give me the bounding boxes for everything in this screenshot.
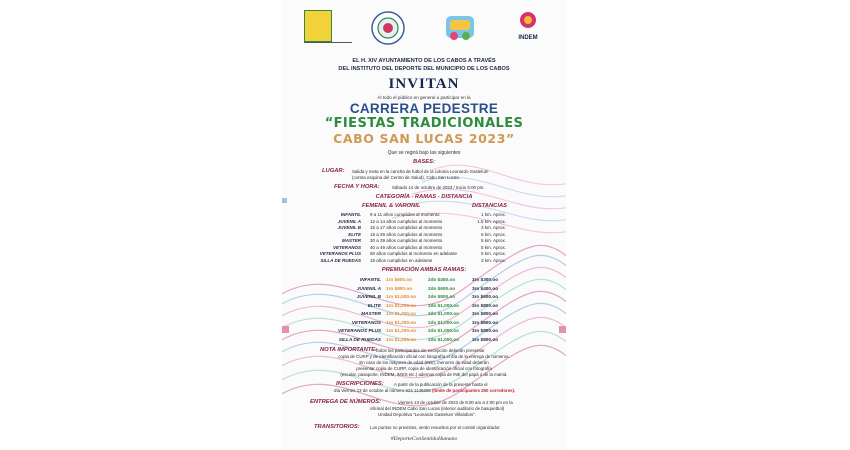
prize-third: 3ro $800.oo (472, 336, 499, 342)
prize-category: SILLA DE RUEDAS (338, 336, 381, 342)
fiestas-logo-icon (442, 10, 478, 46)
ayuntamiento-logo (304, 10, 332, 42)
municipal-seal-icon (370, 10, 406, 46)
invitan-title: INVITAN (388, 76, 460, 92)
prize-category: VETERANOS (351, 319, 381, 325)
category-desc: 18 años cumplidos en adelante (370, 257, 433, 263)
category-distance: 1 km. Aprox. (480, 212, 506, 217)
prize-third: 3ro $800.oo (472, 311, 499, 316)
prize-first: 1ro $1,200.oo (386, 328, 416, 333)
category-name: SILLA DE RUEDAS (320, 257, 361, 263)
category-distance: 5 km. Aprox. (480, 244, 506, 250)
prize-second: 2do $1,000.oo (428, 311, 460, 316)
prize-second: 2do $1,000.oo (428, 328, 460, 333)
event-title-line-3: CABO SAN LUCAS 2023” (333, 131, 515, 146)
prize-category: JUVENIL A (356, 285, 381, 291)
category-name: VETERANOS (332, 244, 361, 250)
prize-third: 3ro $800.oo (472, 328, 499, 333)
entrega-line-2: oficinal del INDEM Cabo San Lucas (interior auditorio de basquetbol) (370, 406, 505, 411)
inscripciones-phone: día viernes 13 de octubre al número 624 1146655 (334, 388, 431, 393)
intro-text: Al todo el público en general a participar en la (377, 95, 471, 100)
entrega-line-1: Viernes 13 de octubre de 2023 de 8:00 am a 2:00 pm en la (398, 400, 513, 405)
prize-second: 2do $450.oo (428, 277, 456, 282)
nota-line-1: Todos los participantes sin excepción deberán presentar (375, 348, 485, 353)
category-name: ELITE (348, 231, 361, 237)
fecha-label: FECHA Y HORA: (334, 184, 380, 190)
prize-third: 3ro $300.oo (472, 277, 499, 282)
lugar-label: LUGAR: (322, 168, 345, 174)
indem-logo-icon (514, 10, 542, 34)
nota-label: NOTA IMPORTANTE: (320, 347, 378, 353)
category-distance: 5 km. Aprox. (480, 231, 506, 237)
prize-first: 1ro $800.oo (386, 285, 413, 291)
event-subtitle: Que se regirá bajo las siguientes (387, 150, 461, 156)
prize-category: INFANTIL (359, 277, 381, 282)
category-distance: 3 km. Aprox. (480, 257, 506, 263)
entrega-line-3: Unidad Deportiva “Leonardo Gastelum Villalobos”. (378, 412, 476, 417)
prize-first: 1ro $1,200.oo (386, 336, 416, 342)
nota-line-3: En caso de los mayores de edad (INE), menores de edad deberán (359, 360, 489, 365)
prize-category: MASTER (361, 311, 381, 316)
categories-col-right: DISTANCIAS (472, 203, 507, 209)
transitorios-label: TRANSITORIOS: (314, 424, 360, 430)
nota-line-4: presentar copia de CURP, copia de identificación oficial con fotografía (356, 366, 492, 371)
prize-second: 2do $1,000.oo (428, 319, 460, 325)
indem-logo-text: INDEM (518, 35, 538, 41)
inscripciones-label: INSCRIPCIONES: (336, 381, 384, 387)
category-distance: 3 km. Aprox. (480, 225, 506, 230)
prize-first: 1ro $1,200.oo (386, 311, 416, 316)
category-distance: 5 km. Aprox. (480, 238, 506, 243)
category-desc: 30 a 39 años cumplidos al momento (370, 238, 443, 243)
organizer-line-2: DEL INSTITUTO DEL DEPORTE DEL MUNICIPIO DE LOS CABOS (338, 66, 510, 72)
nota-line-5: (escolar, pasaporte, INDEM, IMSS etc.) ademas copia de INE del papá o de la mamá. (340, 372, 508, 377)
prize-second: 2do $1,000.oo (428, 302, 460, 308)
prize-second: 2do $800.oo (428, 294, 456, 299)
event-title-line-2: “FIESTAS TRADICIONALES (324, 116, 524, 131)
categories-col-left: FEMENIL & VARONIL (362, 203, 421, 209)
prize-first: 1ro $1,200.oo (386, 319, 416, 325)
category-name: INFANTIL (340, 212, 361, 217)
prizes-heading: PREMIACIÓN AMBAS RAMAS: (381, 267, 467, 273)
inscripciones-line-2 (334, 388, 515, 394)
event-poster (282, 0, 566, 450)
prize-category: ELITE (367, 302, 381, 308)
category-desc: 9 a 11 años cumplidos al momento (370, 212, 440, 217)
category-desc: 12 a 14 años cumplidos al momento (370, 218, 443, 224)
category-distance: 1.5 km. Aprox. (477, 218, 506, 224)
prize-second: 2do $600.oo (428, 285, 456, 291)
inscripciones-limit: (limite de participantes 250 corredores). (432, 388, 516, 393)
event-title-line-1: CARRERA PEDESTRE (349, 101, 499, 116)
prize-third: 3ro $800.oo (472, 302, 499, 308)
fecha-value: Sábado 14 de octubre de 2023 / Inicio 5:00 pm. (392, 185, 485, 190)
entrega-label: ENTREGA DE NÚMEROS: (310, 399, 381, 405)
lugar-line-1: Salida y meta en la cancha de futbol de la colonia Leonardo Gastelum (352, 169, 489, 174)
lugar-line-2: (contra esquina del Centro de Salud), Cabo San Lucas. (352, 175, 460, 180)
prize-third: 3ro $600.oo (472, 294, 499, 299)
prize-third: 3ro $800.oo (472, 319, 499, 325)
transitorios-text: Los puntos no previstos, serán resueltos por el comité organizador. (370, 425, 501, 430)
organizer-line-1: EL H. XIV AYUNTAMIENTO DE LOS CABOS A TRAVÉS (352, 58, 496, 64)
category-name: JUVENIL B (337, 225, 361, 230)
inscripciones-line-1: A partir de la publicación de la presente hasta el (394, 382, 488, 387)
nota-line-2: copia de CURP y de identificación oficial con fotografía el día de la entrega de números. (338, 354, 510, 359)
category-name: JUVENIL A (337, 218, 361, 224)
category-desc: 18 a 29 años cumplidos al momento (370, 231, 443, 237)
categories-heading: CATEGORÍA - RAMAS - DISTANCIA (375, 194, 473, 200)
prize-first: 1ro $1,200.oo (386, 302, 416, 308)
prize-category: JUVENIL B (356, 294, 381, 299)
category-desc: 40 a 49 años cumplidos al momento (370, 244, 443, 250)
category-desc: 50 años cumplidos al momento en adelante (370, 251, 458, 256)
prize-category: VETERANOS PLUS (338, 328, 381, 333)
prize-first: 1ro $1,000.oo (386, 294, 416, 299)
category-name: VETERANOS PLUS (319, 251, 361, 256)
prize-second: 2do $1,000.oo (428, 336, 460, 342)
category-name: MASTER (342, 238, 361, 243)
category-distance: 5 km. Aprox. (480, 251, 506, 256)
bases-heading: BASES: (413, 159, 435, 165)
prize-third: 3ro $400.oo (472, 285, 499, 291)
ayuntamiento-logo-line (304, 42, 352, 43)
hashtag: #DeporteConSentidoHumano (390, 436, 458, 442)
prize-first: 1ro $600.oo (386, 277, 413, 282)
category-desc: 15 a 17 años cumplidos al momento (370, 225, 443, 230)
